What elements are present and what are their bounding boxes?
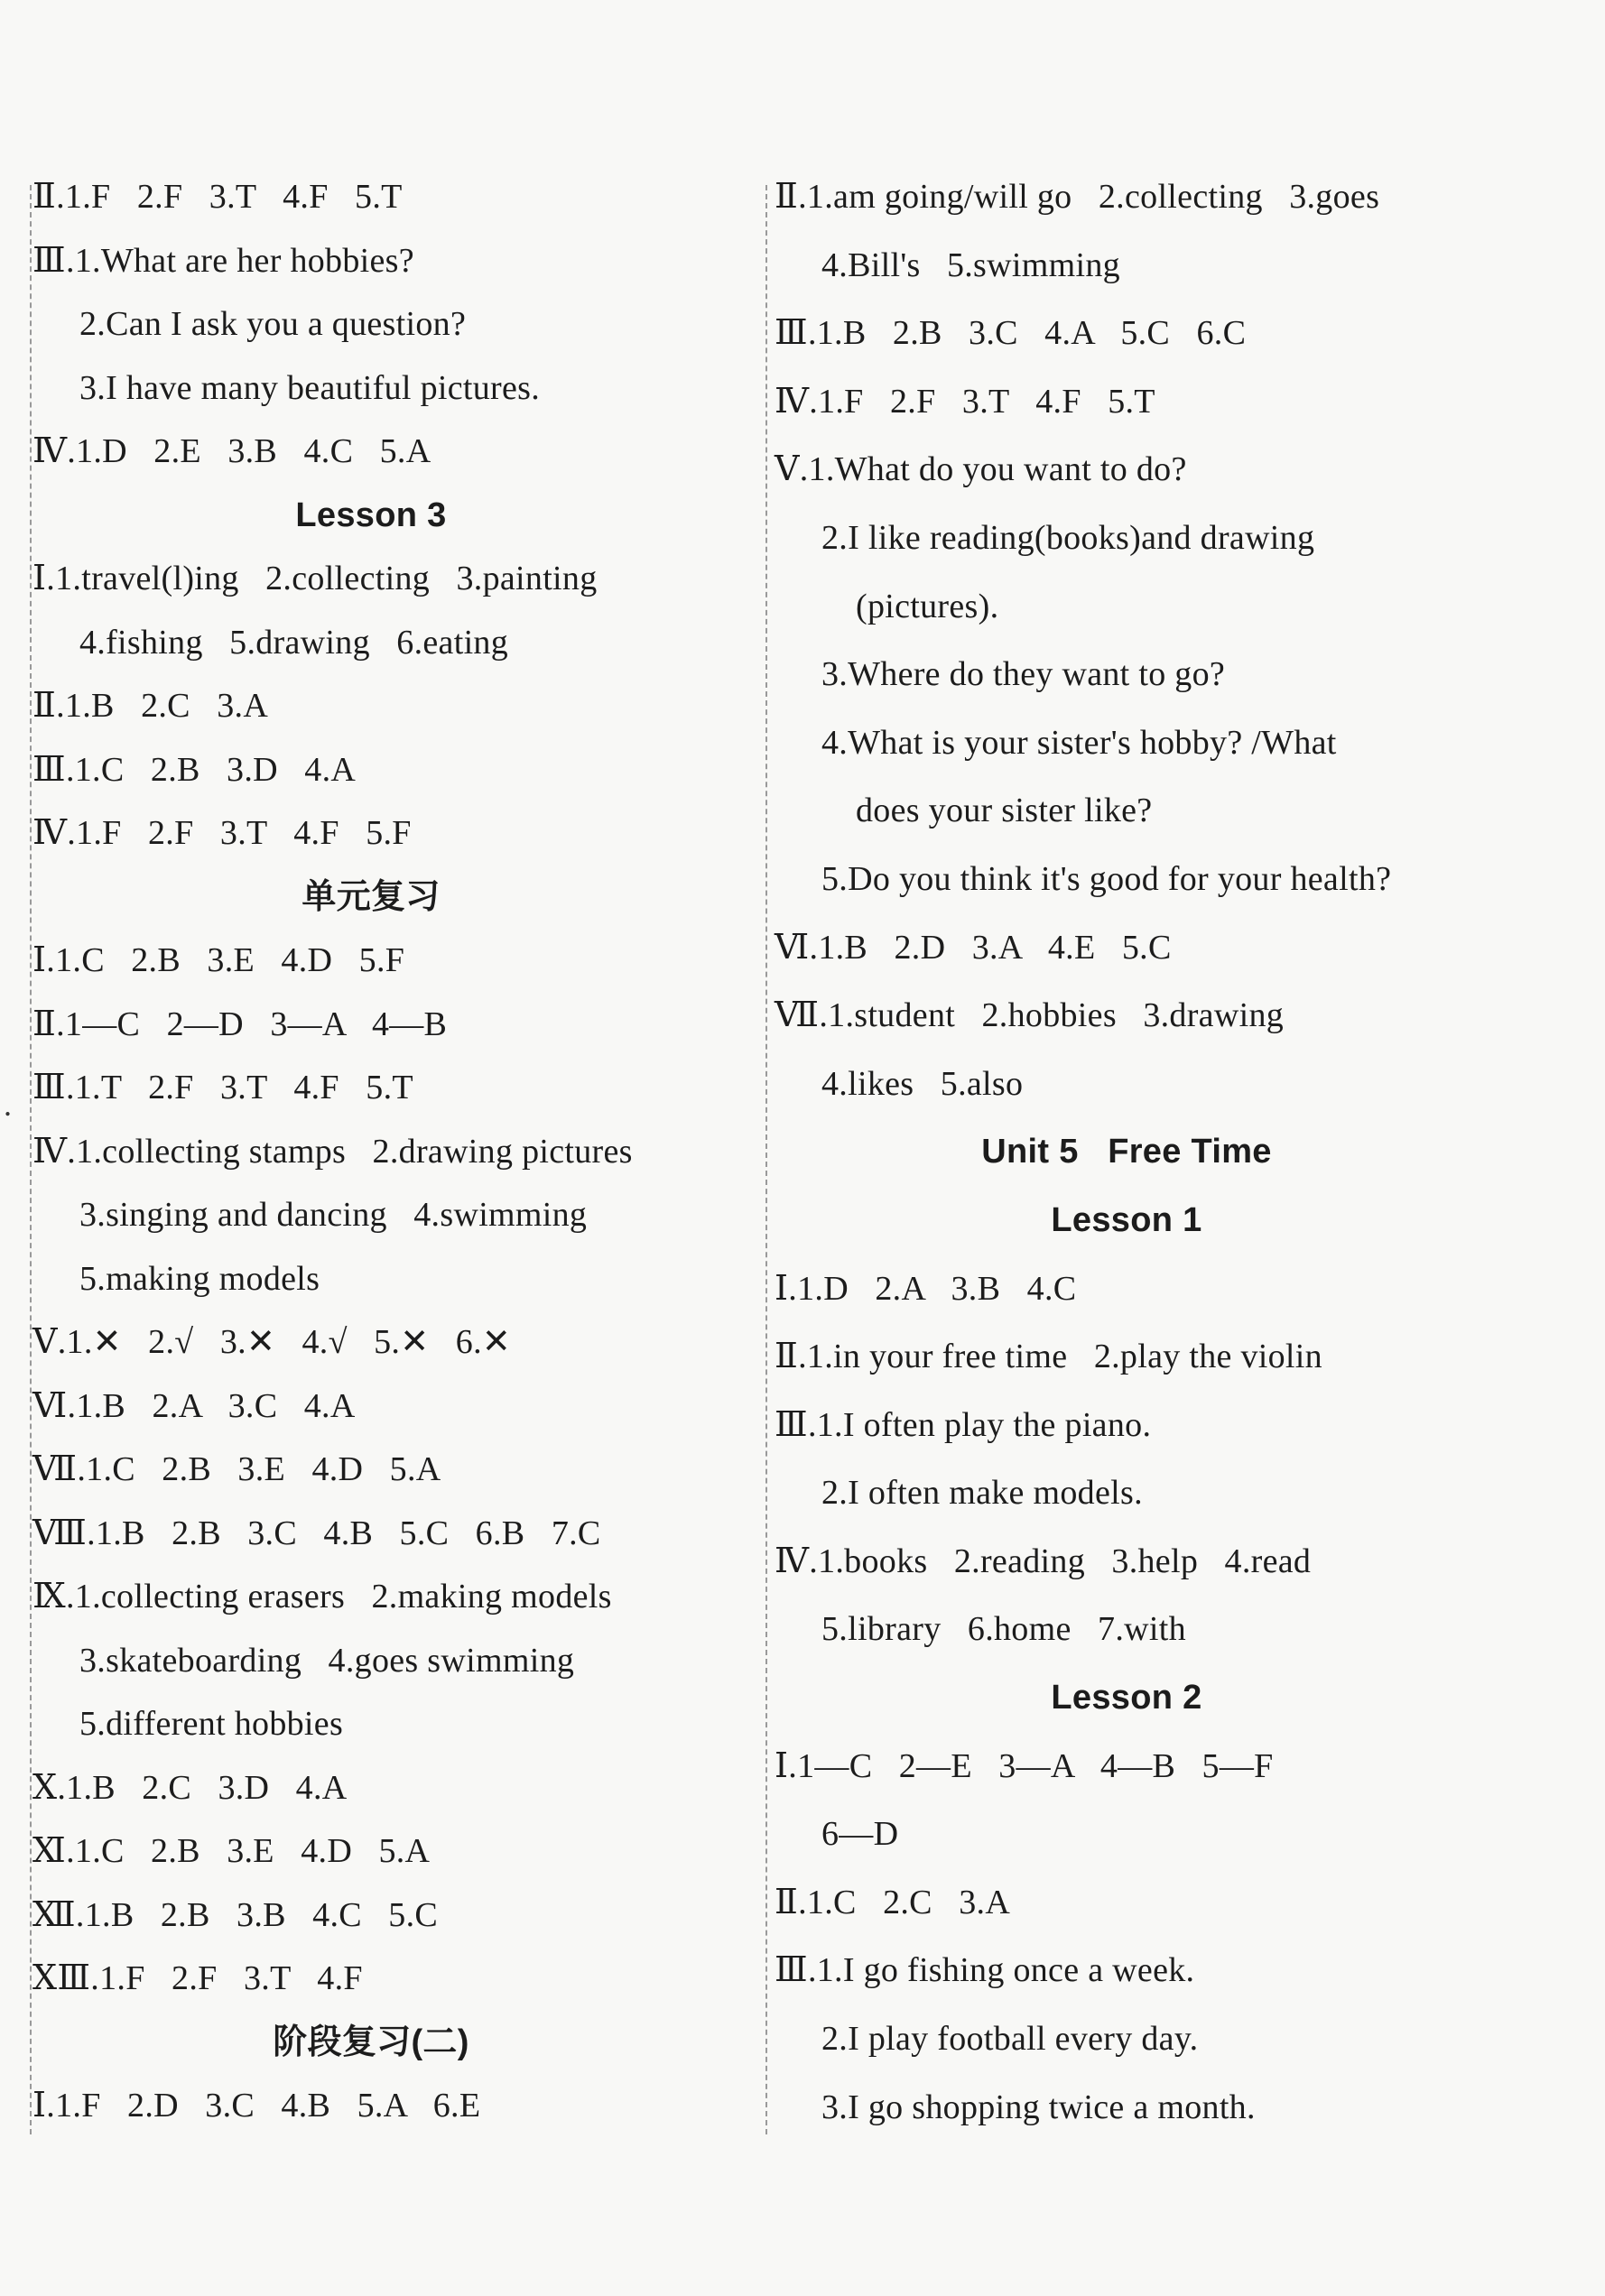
answer-line: 2.I often make models. — [821, 1474, 1143, 1513]
answer-line: Ⅲ.1.I often play the piano. — [775, 1405, 1152, 1444]
answer-line: Ⅱ.1.am going/will go 2.collecting 3.goes — [775, 178, 1380, 216]
answer-line: 3.I go shopping twice a month. — [821, 2088, 1256, 2126]
column-divider — [765, 185, 767, 2134]
answer-line: Ⅶ.1.student 2.hobbies 3.drawing — [775, 996, 1285, 1035]
answer-line: Ⅰ.1.F 2.D 3.C 4.B 5.A 6.E — [32, 2087, 481, 2125]
answer-line: Ⅻ.1.B 2.B 3.B 4.C 5.C — [32, 1895, 439, 1934]
answer-line: Ⅲ.1.C 2.B 3.D 4.A — [32, 750, 357, 789]
left-margin-rule — [30, 185, 32, 2134]
section-heading: 阶段复习(二) — [273, 2023, 469, 2061]
answer-line: Ⅵ.1.B 2.D 3.A 4.E 5.C — [775, 928, 1172, 967]
answer-line: Ⅺ.1.C 2.B 3.E 4.D 5.A — [32, 1832, 431, 1870]
answer-line: Ⅰ.1—C 2—E 3—A 4—B 5—F — [775, 1746, 1274, 1785]
answer-line: 3.I have many beautiful pictures. — [79, 368, 541, 407]
answer-line: Ⅲ.1.T 2.F 3.T 4.F 5.T — [32, 1069, 413, 1106]
answer-line: Ⅱ.1.in your free time 2.play the violin — [775, 1338, 1322, 1376]
answer-line: Ⅸ.1.collecting erasers 2.making models — [32, 1578, 612, 1616]
answer-line: Ⅴ.1.What do you want to do? — [775, 450, 1187, 489]
right-column — [775, 179, 1551, 2157]
answer-line: Ⅰ.1.D 2.A 3.B 4.C — [775, 1269, 1077, 1308]
answer-line: 5.different hobbies — [79, 1705, 344, 1743]
section-heading: Lesson 3 — [295, 495, 447, 534]
answer-line: Ⅳ.1.books 2.reading 3.help 4.read — [775, 1541, 1312, 1580]
answer-line: 2.I play football every day. — [821, 2020, 1199, 2059]
answer-line: Ⅹ.1.B 2.C 3.D 4.A — [32, 1768, 348, 1807]
answer-line: Ⅳ.1.D 2.E 3.B 4.C 5.A — [32, 432, 431, 470]
answer-line: 5.library 6.home 7.with — [821, 1610, 1186, 1649]
section-heading: Unit 5 Free Time — [981, 1133, 1272, 1171]
answer-line: 2.Can I ask you a question? — [79, 305, 467, 343]
answer-line: Ⅵ.1.B 2.A 3.C 4.A — [32, 1386, 356, 1425]
margin-mark: . — [4, 1087, 12, 1123]
answer-line: 4.Bill's 5.swimming — [821, 245, 1120, 284]
left-column — [32, 179, 746, 2152]
section-heading: Lesson 1 — [1051, 1200, 1202, 1239]
answer-line: 5.making models — [79, 1259, 320, 1298]
answer-line: Ⅳ.1.F 2.F 3.T 4.F 5.T — [775, 382, 1155, 421]
answer-line: Ⅰ.1.travel(l)ing 2.collecting 3.painting — [32, 560, 598, 597]
answer-line: Ⅷ.1.B 2.B 3.C 4.B 5.C 6.B 7.C — [32, 1514, 601, 1552]
answer-line: 4.What is your sister's hobby? /What — [821, 723, 1337, 762]
answer-line: 3.skateboarding 4.goes swimming — [79, 1641, 575, 1680]
answer-line: Ⅱ.1—C 2—D 3—A 4—B — [32, 1004, 448, 1043]
answer-line: Ⅱ.1.B 2.C 3.A — [32, 687, 269, 725]
answer-line: Ⅰ.1.C 2.B 3.E 4.D 5.F — [32, 941, 405, 979]
answer-line: does your sister like? — [856, 792, 1153, 830]
answer-line: Ⅲ.1.B 2.B 3.C 4.A 5.C 6.C — [775, 314, 1247, 353]
answer-line: (pictures). — [856, 587, 999, 625]
answer-line: Ⅳ.1.collecting stamps 2.drawing pictures — [32, 1132, 633, 1171]
answer-line: 2.I like reading(books)and drawing — [821, 518, 1315, 557]
answer-line: 4.likes 5.also — [821, 1064, 1024, 1103]
answer-line: Ⅱ.1.F 2.F 3.T 4.F 5.T — [32, 178, 403, 216]
answer-line: ⅩⅢ.1.F 2.F 3.T 4.F — [32, 1959, 363, 1997]
answer-line: 4.fishing 5.drawing 6.eating — [79, 623, 509, 662]
answer-line: Ⅴ.1.✕ 2.√ 3.✕ 4.√ 5.✕ 6.✕ — [32, 1323, 512, 1361]
answer-line: Ⅶ.1.C 2.B 3.E 4.D 5.A — [32, 1450, 441, 1488]
answer-line: Ⅳ.1.F 2.F 3.T 4.F 5.F — [32, 814, 412, 852]
answer-line: 6—D — [821, 1815, 899, 1854]
answer-line: Ⅲ.1.What are her hobbies? — [32, 241, 414, 280]
answer-line: Ⅲ.1.I go fishing once a week. — [775, 1951, 1195, 1990]
answer-line: Ⅱ.1.C 2.C 3.A — [775, 1883, 1011, 1921]
section-heading: Lesson 2 — [1051, 1679, 1202, 1717]
answer-line: 5.Do you think it's good for your health? — [821, 859, 1392, 898]
section-heading: 单元复习 — [302, 877, 441, 916]
answer-line: 3.Where do they want to go? — [821, 655, 1226, 694]
answer-line: 3.singing and dancing 4.swimming — [79, 1196, 588, 1234]
